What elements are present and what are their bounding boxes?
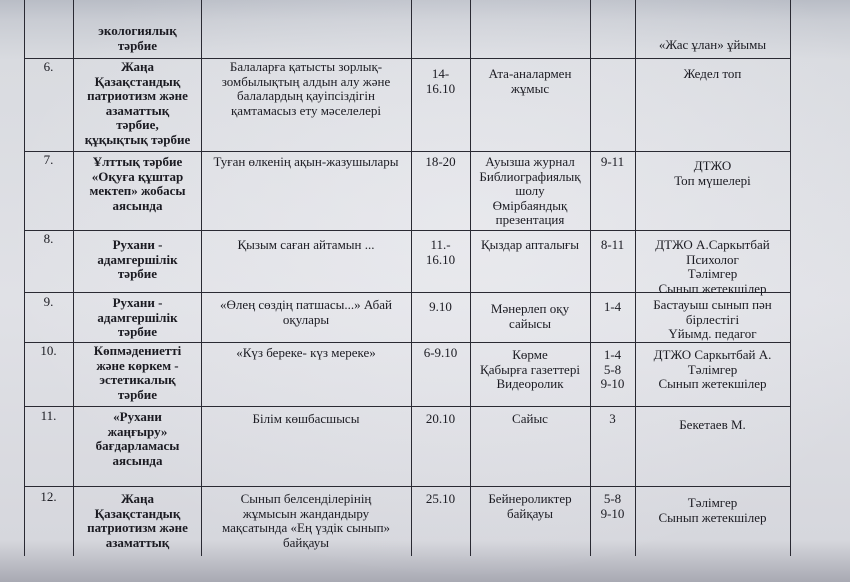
- direction-cell: Жаңа Қазақстандық патриотизм және азаматтық: [87, 492, 188, 550]
- event-cell: «Күз береке- күз мереке»: [236, 346, 376, 360]
- table-border: [24, 342, 791, 343]
- date-cell: 11.- 16.10: [425, 238, 456, 267]
- responsible-cell: Бекетаев М.: [679, 418, 746, 432]
- direction-cell: Ұлттық тәрбие «Оқуға құштар мектеп» жобасы аясында: [89, 155, 186, 213]
- row-number: 10.: [40, 344, 57, 358]
- form-cell: Мәнерлеп оқу сайысы: [490, 302, 570, 331]
- table-border: [24, 151, 791, 152]
- direction-cell: Рухани - адамгершілік тәрбие: [97, 238, 178, 281]
- event-cell: Білім көшбасшысы: [252, 412, 360, 426]
- date-cell: 20.10: [425, 412, 456, 426]
- grade-cell: 9-11: [600, 155, 625, 169]
- direction-cell: «Рухани жаңғыру» бағдарламасы аясында: [95, 410, 180, 468]
- form-cell: Ата-аналармен жұмыс: [488, 67, 572, 96]
- table-border: [201, 0, 202, 556]
- responsible-cell: Тәлімгер Сынып жетекшілер: [658, 496, 767, 525]
- row-number: 6.: [43, 60, 54, 74]
- form-cell: Сайыс: [512, 412, 548, 426]
- event-cell: Сынып белсенділерінің жұмысын жандандыру мақсатында «Ең үздік сынып» байқауы: [221, 492, 391, 550]
- date-cell: 9.10: [429, 300, 452, 314]
- date-cell: 25.10: [425, 492, 456, 506]
- event-cell: Балаларға қатысты зорлық- зомбылықтың алдын алу және балалардың қауіпсіздігін қамтамасыз ету мәселелері: [221, 60, 391, 118]
- date-cell: 18-20: [425, 155, 456, 169]
- table-border: [24, 0, 25, 556]
- table-border: [411, 0, 412, 556]
- row-number: 7.: [43, 153, 54, 167]
- table-border: [73, 0, 74, 556]
- form-cell: Бейнероликтер байқауы: [488, 492, 572, 521]
- table-border: [24, 230, 791, 231]
- event-cell: «Өлең сөздің патшасы...» Абай оқулары: [220, 298, 392, 327]
- table-border: [590, 0, 591, 556]
- form-cell: Көрме Қабырға газеттері Видеоролик: [480, 348, 580, 391]
- table-border: [24, 406, 791, 407]
- event-cell: Қызым саған айтамын ...: [237, 238, 375, 252]
- responsible-cell: ДТЖО А.Саркытбай Психолог Тәлімгер Сынып жетекшілер: [655, 238, 770, 296]
- table-border: [24, 486, 791, 487]
- grade-cell: 1-4 5-8 9-10: [600, 348, 625, 391]
- row-number: 12.: [40, 490, 57, 504]
- table-border: [790, 0, 791, 556]
- grade-cell: 5-8 9-10: [600, 492, 625, 521]
- grade-cell: 3: [609, 412, 616, 426]
- form-cell: Қыздар апталығы: [480, 238, 579, 252]
- table-border: [470, 0, 471, 556]
- row-number: 8.: [43, 232, 54, 246]
- row-number: 9.: [43, 295, 54, 309]
- date-cell: 14- 16.10: [425, 67, 456, 96]
- table-border: [24, 58, 791, 59]
- responsible-cell: Бастауыш сынып пән бірлестігі Үйымд. педагог: [653, 298, 772, 341]
- direction-cell: Көпмәдениетті және көркем - эстетикалық тәрбие: [93, 344, 182, 402]
- responsible-cell: «Жас ұлан» ұйымы: [658, 38, 767, 52]
- responsible-cell: ДТЖО Топ мүшелері: [674, 159, 751, 188]
- direction-cell: Жаңа Қазақстандық патриотизм және азаматтық тәрбие, құқықтық тәрбие: [84, 60, 191, 147]
- event-cell: Туған өлкенің ақын-жазушылары: [213, 155, 399, 169]
- direction-cell: экологиялық тәрбие: [98, 24, 177, 53]
- direction-cell: Рухани - адамгершілік тәрбие: [97, 296, 178, 339]
- table-border: [635, 0, 636, 556]
- form-cell: Ауызша журнал Библиографиялық шолу Өмірбаяндық презентация: [479, 155, 581, 227]
- row-number: 11.: [40, 409, 57, 423]
- grade-cell: 8-11: [600, 238, 625, 252]
- responsible-cell: Жедел топ: [683, 67, 742, 81]
- responsible-cell: ДТЖО Саркытбай А. Тәлімгер Сынып жетекшілер: [653, 348, 772, 391]
- grade-cell: 1-4: [603, 300, 622, 314]
- date-cell: 6-9.10: [423, 346, 458, 360]
